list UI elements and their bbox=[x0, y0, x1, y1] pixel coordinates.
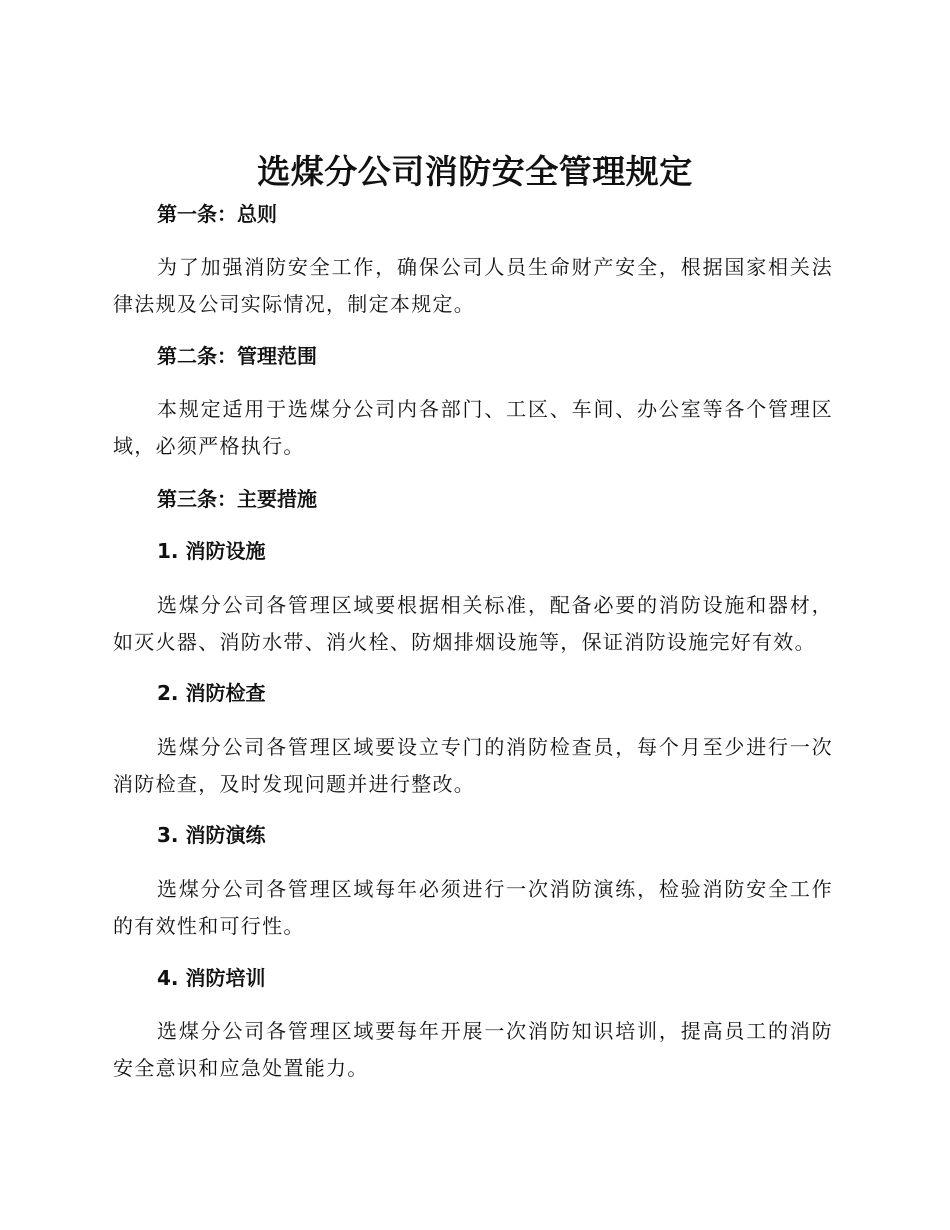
article-3-heading: 第三条：主要措施 bbox=[157, 487, 317, 511]
article-2-heading: 第二条：管理范围 bbox=[157, 344, 317, 368]
measure-1-paragraph: 选煤分公司各管理区域要根据相关标准，配备必要的消防设施和器材，如灭火器、消防水带、消火栓、防烟排烟设施等，保证消防设施完好有效。 bbox=[113, 593, 833, 654]
document-title: 选煤分公司消防安全管理规定 bbox=[257, 152, 693, 191]
measure-4-heading: 4. 消防培训 bbox=[157, 966, 266, 990]
measure-2-paragraph: 选煤分公司各管理区域要设立专门的消防检查员，每个月至少进行一次消防检查，及时发现问题并进行整改。 bbox=[113, 735, 833, 796]
article-2-paragraph: 本规定适用于选煤分公司内各部门、工区、车间、办公室等各个管理区域，必须严格执行。 bbox=[113, 397, 833, 458]
measure-1-heading: 1. 消防设施 bbox=[157, 539, 266, 563]
measure-2-heading: 2. 消防检查 bbox=[157, 681, 266, 705]
measure-3-heading: 3. 消防演练 bbox=[157, 823, 266, 847]
measure-3-paragraph: 选煤分公司各管理区域每年必须进行一次消防演练，检验消防安全工作的有效性和可行性。 bbox=[113, 877, 833, 938]
measure-4-paragraph: 选煤分公司各管理区域要每年开展一次消防知识培训，提高员工的消防安全意识和应急处置能力。 bbox=[113, 1019, 833, 1080]
article-1-heading: 第一条：总则 bbox=[157, 202, 277, 226]
article-1-paragraph: 为了加强消防安全工作，确保公司人员生命财产安全，根据国家相关法律法规及公司实际情况，制定本规定。 bbox=[113, 255, 833, 316]
